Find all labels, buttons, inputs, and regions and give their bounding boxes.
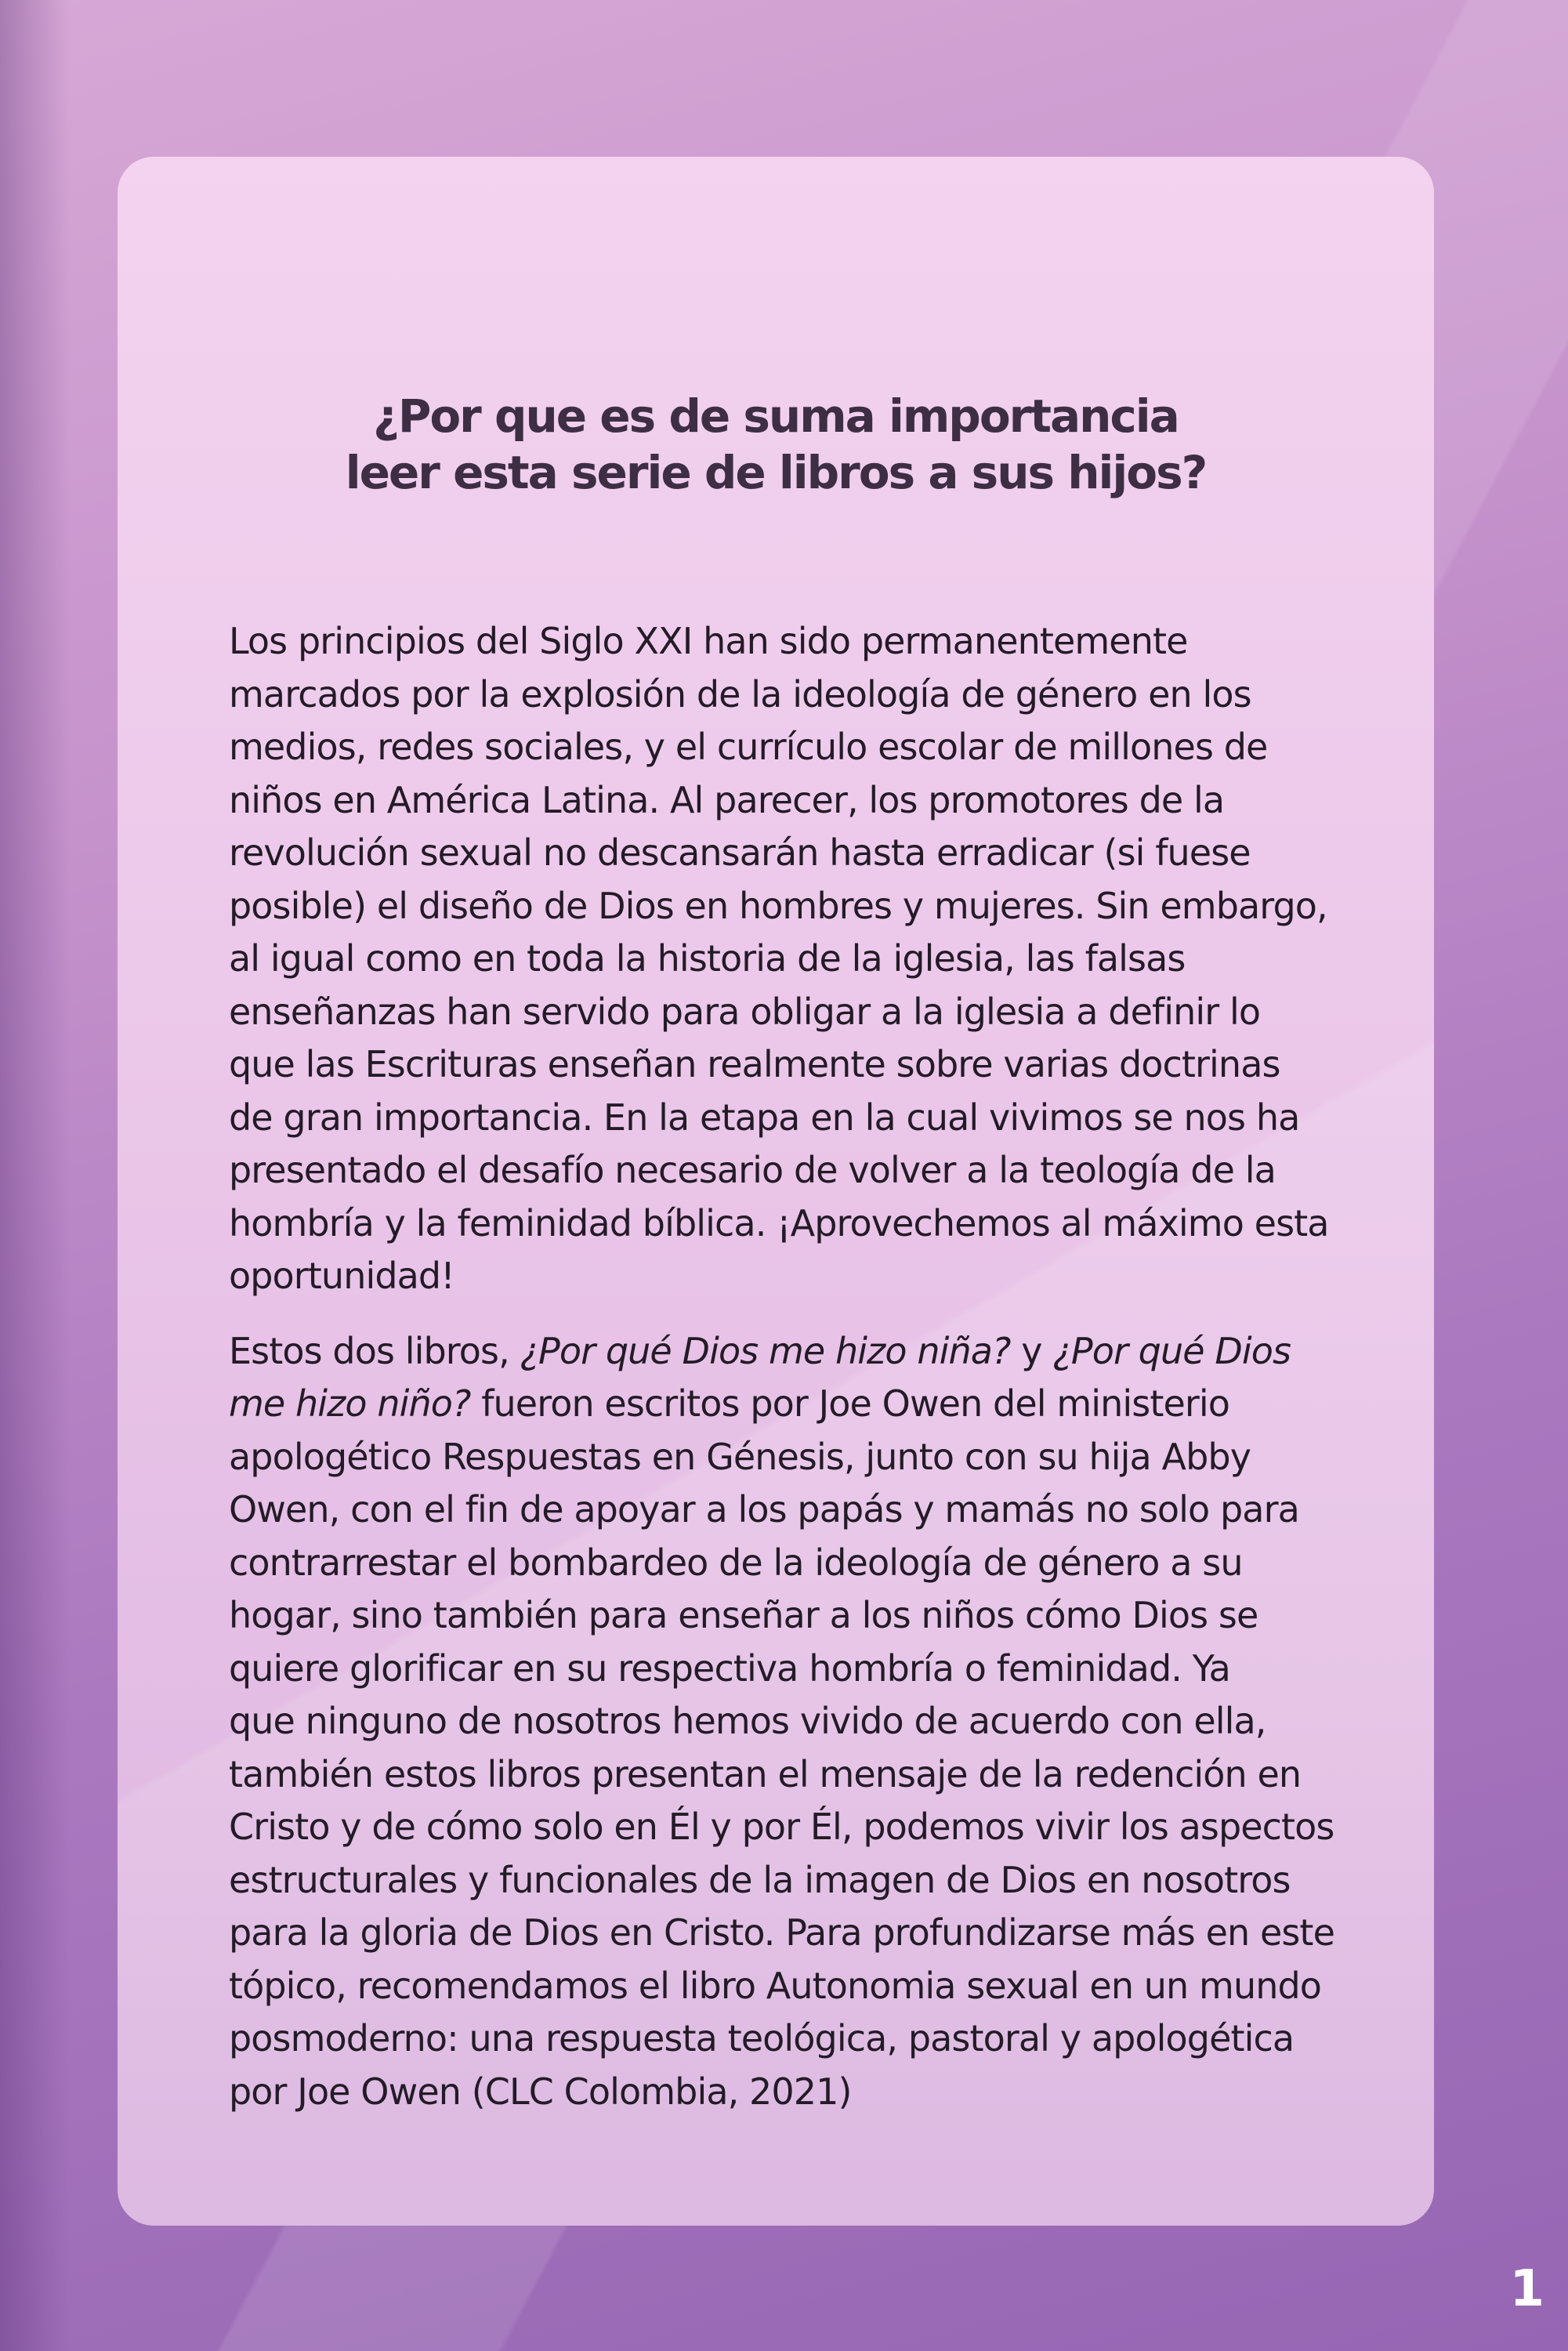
paragraph-line: tópico, recomendamos el libro Autonomia sexual en un mundo [229, 1964, 1321, 2007]
paragraph-line: que ninguno de nosotros hemos vivido de acuerdo con ella, [229, 1700, 1266, 1742]
paragraph-line [229, 1325, 1451, 1378]
paragraph-line: al igual como en toda la historia de la iglesia, las falsas [229, 937, 1186, 980]
paragraph-line: también estos libros presentan el mensaje de la redención en [229, 1752, 1302, 1795]
title-line-1: ¿Por que es de suma importancia [373, 389, 1179, 443]
paragraph-line: que las Escrituras enseñan realmente sobre varias doctrinas [229, 1043, 1280, 1085]
body-text [229, 615, 1451, 2118]
paragraph-2 [229, 1325, 1451, 2119]
book-title-nina: ¿Por qué Dios me hizo niña? [520, 1329, 1011, 1372]
title-line-2: leer esta serie de libros a sus hijos? [345, 446, 1207, 499]
text-segment: fueron escritos por Joe Owen del ministerio [470, 1382, 1230, 1425]
paragraph-line: revolución sexual no descansarán hasta erradicar (si fuese [229, 831, 1251, 874]
paragraph-1 [229, 615, 1451, 1303]
paragraph-line [229, 1378, 1451, 1431]
paragraph-line: enseñanzas han servido para obligar a la iglesia a definir lo [229, 990, 1261, 1033]
paragraph-line: marcados por la explosión de la ideología de género en los [229, 672, 1251, 715]
paragraph-line: medios, redes sociales, y el currículo escolar de millones de [229, 726, 1268, 768]
paragraph-line: de gran importancia. En la etapa en la cual vivimos se nos ha [229, 1096, 1300, 1139]
book-title-nino-part-1: ¿Por qué Dios [1052, 1329, 1291, 1372]
paragraph-line: Owen, con el fin de apoyar a los papás y mamás no solo para [229, 1488, 1299, 1531]
paragraph-line: Los principios del Siglo XXI han sido permanentemente [229, 620, 1188, 662]
paragraph-line: para la gloria de Dios en Cristo. Para profundizarse más en este [229, 1911, 1334, 1954]
text-segment: y [1010, 1329, 1053, 1372]
paragraph-line: hombría y la feminidad bíblica. ¡Aprovechemos al máximo esta [229, 1201, 1329, 1244]
paragraph-line: apologético Respuestas en Génesis, junto con su hija Abby [229, 1435, 1251, 1478]
page-edge-shadow [0, 0, 71, 2351]
content-panel [118, 157, 1434, 2226]
page-number: 1 [1509, 2260, 1544, 2318]
paragraph-line: posible) el diseño de Dios en hombres y mujeres. Sin embargo, [229, 884, 1327, 927]
paragraph-line: estructurales y funcionales de la imagen de Dios en nosotros [229, 1858, 1291, 1901]
paragraph-line: por Joe Owen (CLC Colombia, 2021) [229, 2070, 852, 2113]
paragraph-line: niños en América Latina. Al parecer, los promotores de la [229, 778, 1225, 821]
paragraph-line: posmoderno: una respuesta teológica, pastoral y apologética [229, 2017, 1295, 2059]
paragraph-line: oportunidad! [229, 1255, 454, 1297]
paragraph-line: hogar, sino también para enseñar a los niños cómo Dios se [229, 1594, 1258, 1636]
book-title-nino-part-2: me hizo niño? [229, 1382, 471, 1425]
page-title [118, 388, 1434, 501]
text-segment: Estos dos libros, [229, 1329, 520, 1372]
paragraph-line: Cristo y de cómo solo en Él y por Él, podemos vivir los aspectos [229, 1806, 1334, 1848]
paragraph-line: quiere glorificar en su respectiva hombría o feminidad. Ya [229, 1646, 1230, 1690]
paragraph-line: presentado el desafío necesario de volver a la teología de la [229, 1149, 1276, 1191]
paragraph-line: contrarrestar el bombardeo de la ideología de género a su [229, 1541, 1243, 1584]
